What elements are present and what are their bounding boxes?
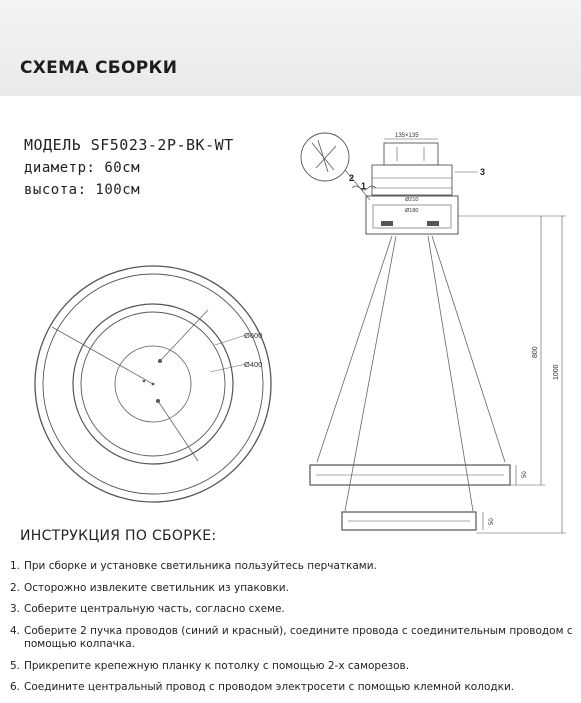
dim-1000-label: 1000 bbox=[553, 364, 560, 380]
dim-inner-label: Ø400 bbox=[244, 360, 263, 369]
model-name: МОДЕЛЬ SF5023-2P-BK-WT bbox=[24, 136, 234, 154]
step-number: 3. bbox=[10, 603, 21, 615]
list-item bbox=[10, 660, 576, 674]
dimension-line bbox=[210, 364, 246, 372]
wire-detail-callout bbox=[301, 133, 349, 181]
step-number: 4. bbox=[10, 624, 21, 637]
callout-2: 2 bbox=[349, 173, 355, 183]
list-item bbox=[10, 625, 576, 652]
diameter-spec: диаметр: 60см bbox=[24, 160, 141, 176]
step-number: 6. bbox=[10, 681, 21, 693]
dim-800-label: 800 bbox=[532, 346, 539, 358]
support-line bbox=[52, 327, 153, 384]
mounting-bracket bbox=[384, 143, 438, 165]
support-line bbox=[160, 310, 208, 361]
step-text: Соберите 2 пучка проводов (синий и красный), соедините провода с соединительным проводом с помощью колпачка. bbox=[24, 624, 573, 650]
mount-point bbox=[143, 380, 146, 383]
suspension-cable bbox=[317, 236, 392, 462]
list-item bbox=[10, 560, 576, 574]
step-number: 5. bbox=[10, 659, 21, 672]
dim-50b-label: 50 bbox=[489, 518, 495, 525]
callout-1: 1 bbox=[361, 181, 367, 191]
step-text: Соедините центральный провод с проводом электросети с помощью клемной колодки. bbox=[24, 681, 515, 693]
height-spec: высота: 100см bbox=[24, 182, 141, 198]
step-text: При сборке и установке светильника пользуйтесь перчатками. bbox=[24, 560, 377, 572]
wire-bundle bbox=[312, 140, 336, 172]
instruction-list bbox=[10, 560, 576, 703]
terminal-block bbox=[381, 221, 393, 226]
suspension-cable bbox=[428, 236, 473, 511]
dim-50a-label: 50 bbox=[522, 471, 528, 478]
list-item bbox=[10, 582, 576, 596]
instructions-title: ИНСТРУКЦИЯ ПО СБОРКЕ: bbox=[20, 528, 217, 544]
step-number: 2. bbox=[10, 581, 21, 594]
list-item bbox=[10, 681, 576, 695]
dim-phi1-label: Ø210 bbox=[405, 197, 419, 203]
list-item bbox=[10, 603, 576, 617]
dim-outer-label: Ø600 bbox=[244, 331, 263, 340]
dim-phi2-label: Ø180 bbox=[405, 208, 419, 214]
canopy-body bbox=[372, 165, 452, 195]
step-text: Прикрепите крепежную планку к потолку с помощью 2-х саморезов. bbox=[24, 659, 410, 672]
step-text: Соберите центральную часть, согласно схеме. bbox=[24, 603, 285, 615]
suspension-cable bbox=[345, 236, 396, 511]
callout-3: 3 bbox=[480, 167, 486, 177]
terminal-block bbox=[427, 221, 439, 226]
page-title: СХЕМА СБОРКИ bbox=[20, 58, 178, 78]
top-view bbox=[35, 266, 271, 502]
step-text: Осторожно извлеките светильник из упаковки. bbox=[24, 581, 289, 594]
suspension-cable bbox=[432, 236, 505, 462]
dim-top-label: 135×135 bbox=[395, 133, 419, 139]
step-number: 1. bbox=[10, 560, 21, 572]
